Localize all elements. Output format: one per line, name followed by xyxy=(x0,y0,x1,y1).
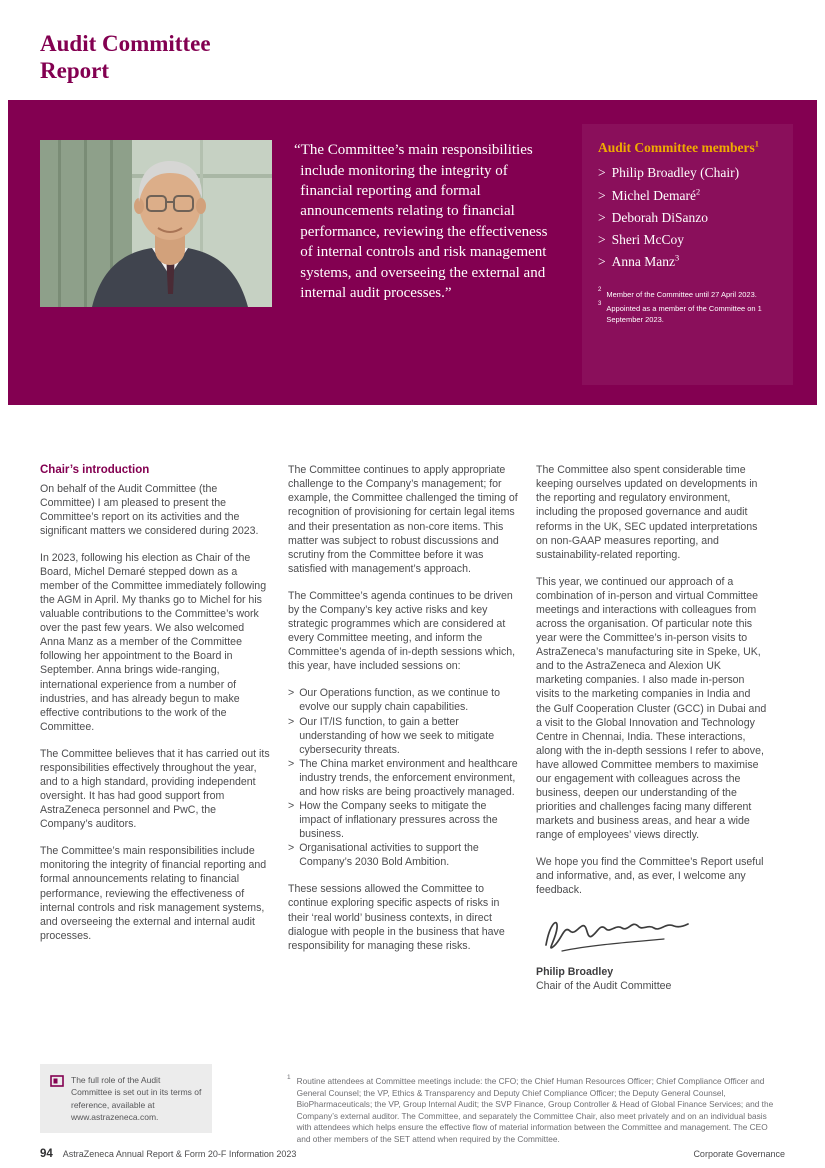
page-title-line1: Audit Committee xyxy=(40,31,211,56)
chevron-marker: > xyxy=(598,187,606,203)
body-columns xyxy=(0,405,825,992)
member-name: Sheri McCoy xyxy=(611,232,684,248)
members-heading xyxy=(598,140,779,156)
session-topics-list xyxy=(288,686,519,869)
footnote-text: Routine attendees at Committee meetings include: the CFO; the Chief Human Resources Officer; Chief Compliance Officer and General Counsel; the VP, Ethics & Transparency and Deputy Chief Compliance Officer; the Deputy General Counsel, BioPharmaceuticals; the VP, Group Internal Audit; the SVP Finance, Group Controller & Head of Global Finance Services; and the Company’s external auditor. The Committee, and separately the Committee Chair, also meet privately and on an individual basis with attendees which helps ensure the effective flow of material information between the Committee and management. The CEO and other members of the SET attend when required by the Committee. xyxy=(296,1076,774,1145)
paragraph: On behalf of the Audit Committee (the Committee) I am pleased to present the Committee’s report on its activities and the significant matters we considered during 2023. xyxy=(40,482,259,537)
chevron-marker: > xyxy=(598,254,606,270)
chairs-introduction-heading: Chair’s introduction xyxy=(40,464,150,477)
signatory-role: Chair of the Audit Committee xyxy=(536,979,672,992)
paragraph: The Committee believes that it has carried out its responsibilities effectively throughout the year, and to a high standard, providing independent oversight. It has had good support from AstraZeneca personnel and PwC, the Company’s auditors. xyxy=(40,747,270,831)
chevron-marker: > xyxy=(288,715,295,728)
report-title: AstraZeneca Annual Report & Form 20-F Information 2023 xyxy=(62,1149,297,1159)
member-name: Deborah DiSanzo xyxy=(611,209,708,225)
terms-of-reference-note xyxy=(40,1064,212,1133)
chevron-marker: > xyxy=(598,209,606,225)
aside-note-text: The full role of the Audit Committee is set out in its terms of reference, available at www.astrazeneca.com. xyxy=(71,1075,202,1122)
hero-band xyxy=(8,100,817,405)
member-name: Michel Demaré$^2$ xyxy=(611,187,701,203)
member-footnote-ref: 2 xyxy=(695,187,701,197)
footnote-number: 1 xyxy=(287,1074,291,1081)
page-footer xyxy=(40,1148,785,1160)
page-number: 94 xyxy=(40,1148,53,1160)
bullet-item: > How the Company seeks to mitigate the impact of inflationary pressures across the business. xyxy=(288,799,498,841)
column-3 xyxy=(536,463,767,992)
section-label: Corporate Governance xyxy=(693,1149,785,1159)
members-footnotes xyxy=(598,286,779,326)
bullet-item: > The China market environment and healthcare industry trends, the enforcement environment, and how risks are being proactively managed. xyxy=(288,757,518,798)
member-item xyxy=(598,229,779,251)
bullet-item: > Organisational activities to support the Company’s 2030 Bold Ambition. xyxy=(288,842,479,869)
member-footnote: 3 Appointed as a member of the Committee on 1 September 2023. xyxy=(598,301,762,324)
members-list xyxy=(598,162,779,273)
signature-block xyxy=(536,911,767,993)
paragraph: These sessions allowed the Committee to continue exploring specific aspects of risks in their ‘real world’ business contexts, in direct dialogue with people in the business that have responsibility for managing these risks. xyxy=(288,883,505,952)
portrait-illustration xyxy=(40,140,272,307)
member-item xyxy=(598,207,779,229)
paragraph: The Committee’s agenda continues to be driven by the Company’s key active risks and key strategic programmes which are considered at every Committee meeting, and inform the Committee’s agenda of in-depth sessions which, this year, have included sessions on: xyxy=(288,589,516,673)
chevron-marker: > xyxy=(288,842,295,855)
member-name: Anna Manz$^3$ xyxy=(611,253,680,270)
paragraph: In 2023, following his election as Chair of the Board, Michel Demaré stepped down as a member of the Committee immediately following the AGM in April. My thanks go to Michel for his valuable contributions to the Committee’s work over the past few years. We also welcomed Anna Manz as a member of the Committee following her appointment to the Board in September. Anna brings wide-ranging, international experience from a number of industries, and has already begun to make effective contributions to the work of the Committee. xyxy=(40,551,267,733)
bullet-item: > Our IT/IS function, to gain a better understanding of how we seek to mitigate cybersecurity threats. xyxy=(288,715,495,756)
signatory-name: Philip Broadley xyxy=(536,965,614,978)
member-footnote: 2 Member of the Committee until 27 April 2023. xyxy=(598,286,757,299)
page-title xyxy=(40,30,785,84)
paragraph: The Committee’s main responsibilities include monitoring the integrity of financial reporting and formal announcements relating to financial performance, reviewing the effectiveness of internal controls and risk management systems, and overseeing the external and internal audit processes. xyxy=(40,845,267,942)
column-2 xyxy=(288,463,519,992)
portrait-photo xyxy=(40,140,272,307)
member-item xyxy=(598,251,779,273)
page-title-line2: Report xyxy=(40,58,109,84)
members-heading-footnote-ref: 1 xyxy=(754,139,759,149)
paragraph: We hope you find the Committee’s Report useful and informative, and, as ever, I welcome any feedback. xyxy=(536,856,764,897)
chevron-marker: > xyxy=(288,757,295,770)
column-1 xyxy=(40,463,271,992)
signature-image xyxy=(536,911,694,959)
paragraph: The Committee also spent considerable time keeping ourselves updated on developments in the reporting and regulatory environment, including the proposed governance and audit reforms in the UK, SEC updated interpretations on non-GAAP measures reporting, and sustainability-related reporting. xyxy=(536,464,758,561)
chair-quote: “The Committee’s main responsibilities include monitoring the integrity of financial reporting and formal announcements relating to financial performance, reviewing the effectiveness of internal controls and risk management systems, and overseeing the external and internal audit processes.” xyxy=(294,142,548,301)
member-footnote-ref: 3 xyxy=(674,253,680,263)
members-heading-text: Audit Committee members xyxy=(598,140,755,156)
chevron-marker: > xyxy=(598,232,606,248)
footer-left xyxy=(40,1148,296,1160)
page-header xyxy=(0,0,825,100)
paragraph: The Committee continues to apply appropriate challenge to the Company’s management; for example, the Committee challenged the timing of recognition of provisioning for certain legal items and their presentation as non-core items. This matter was subject to robust discussions and scrutiny from the Committee before it was satisfied with management’s approach. xyxy=(288,464,518,575)
routine-attendees-footnote xyxy=(287,1076,779,1146)
paragraph: This year, we continued our approach of a combination of in-person and virtual Committee meetings and interactions with colleagues from across the organisation. Of particular note this year were the Committee’s in-person visits to AstraZeneca’s manufacturing site in Speke, UK, and to the AstraZeneca and Alexion UK marketing companies. I also made in-person visits to the marketing companies in India and the Gulf Cooperation Cluster (GCC) in Dubai and a visit to the Global Innovation and Technology Centre in Chennai, India. These interactions, along with the in-depth sessions I refer to above, have allowed Committee members to maximise our engagement with colleagues across the business, deepen our understanding of the priorities and challenges facing many different markets and business areas, and hear a wide range of employees’ views directly. xyxy=(536,575,767,842)
chevron-marker: > xyxy=(288,799,295,812)
member-item xyxy=(598,185,779,207)
document-icon xyxy=(50,1075,64,1087)
member-name: Philip Broadley (Chair) xyxy=(611,165,740,181)
member-item xyxy=(598,162,779,184)
bullet-item: > Our Operations function, as we continue to evolve our supply chain capabilities. xyxy=(288,687,500,714)
chevron-marker: > xyxy=(598,165,606,181)
chevron-marker: > xyxy=(288,687,295,700)
committee-members-panel xyxy=(582,124,793,385)
